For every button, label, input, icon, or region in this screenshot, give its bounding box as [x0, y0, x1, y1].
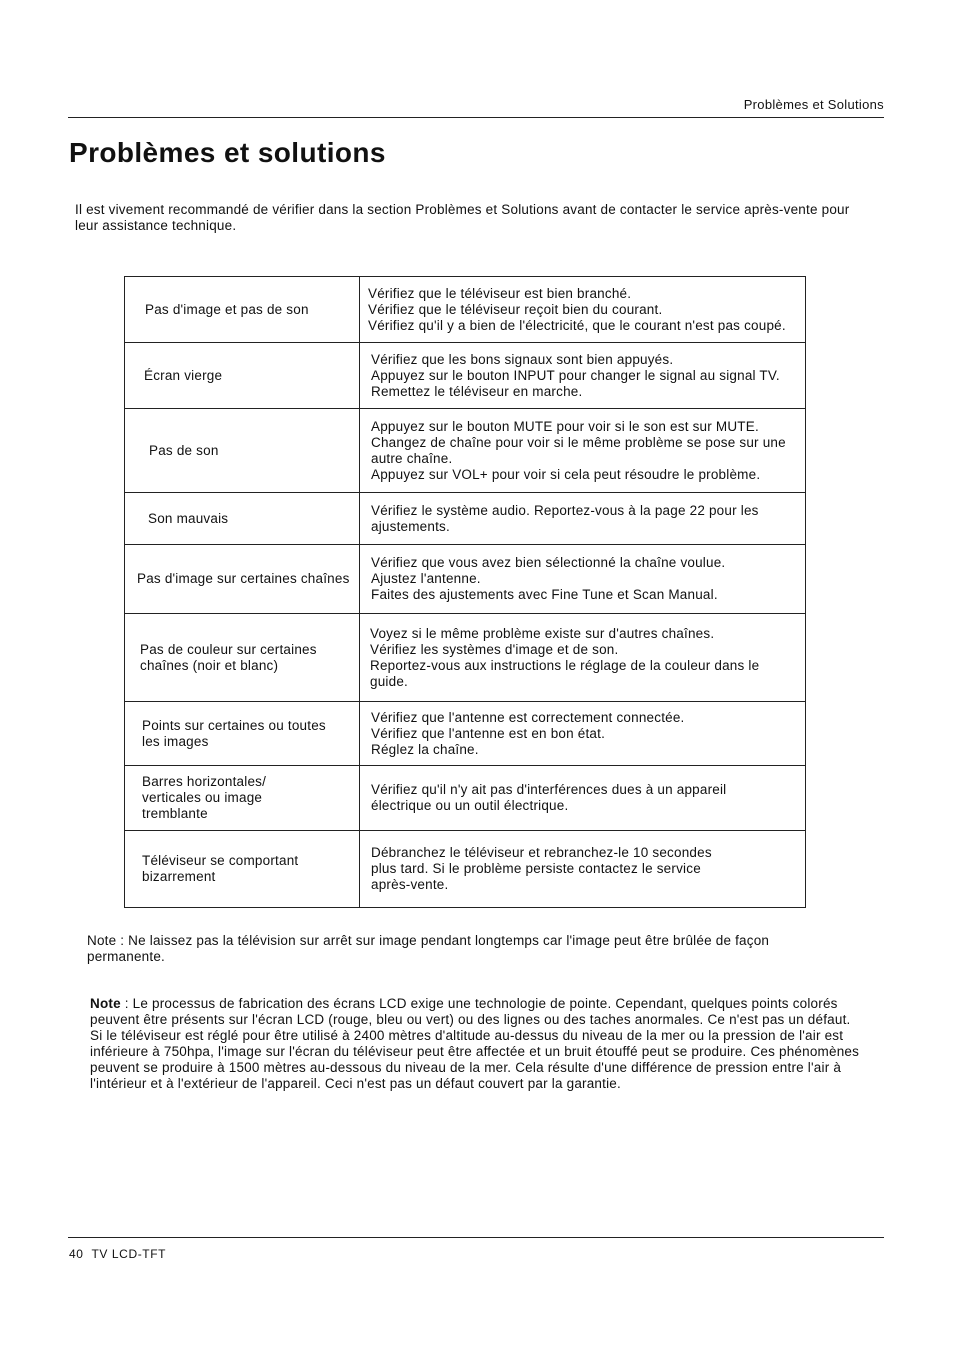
solution-line: Vérifiez que le téléviseur est bien branché.	[368, 285, 632, 301]
header-rule	[68, 117, 884, 118]
solution-line: Vérifiez que vous avez bien sélectionné la chaîne voulue.	[371, 555, 726, 570]
solution-line: Appuyez sur le bouton MUTE pour voir si le son est sur MUTE.	[371, 418, 759, 434]
problem-cell: Pas d'image sur certaines chaînes	[125, 545, 360, 614]
note-text: : Le processus de fabrication des écrans LCD exige une technologie de pointe. Cependant, quelques points colorés peuvent être présents sur l'écran LCD (rouge, bleu ou vert) ou des lignes ou des taches anormales. Ce n'est pas un défaut.	[90, 996, 851, 1027]
table-row	[125, 545, 806, 614]
problem-cell: Points sur certaines ou toutes les images	[125, 702, 360, 766]
table-row	[125, 614, 806, 702]
problem-cell: Pas de couleur sur certaines chaînes (noir et blanc)	[125, 614, 360, 702]
solution-cell	[360, 702, 806, 766]
problem-cell: Écran vierge	[125, 343, 360, 409]
solution-line: Appuyez sur le bouton INPUT pour changer le signal au signal TV.	[371, 367, 780, 383]
footer-rule	[68, 1237, 884, 1238]
solution-line: Changez de chaîne pour voir si le même problème se pose sur une autre chaîne.	[371, 434, 786, 466]
solution-cell	[360, 409, 806, 493]
table-row	[125, 409, 806, 493]
solution-cell	[360, 614, 806, 702]
solution-line: Vérifiez les systèmes d'image et de son.	[370, 641, 619, 657]
solution-line: Reportez-vous aux instructions le réglage de la couleur dans le guide.	[370, 657, 760, 689]
problem-cell: Son mauvais	[125, 493, 360, 545]
solution-cell	[360, 545, 806, 614]
burn-in-note: Note : Ne laissez pas la télévision sur arrêt sur image pendant longtemps car l'image peut être brûlée de façon permanente.	[87, 933, 770, 964]
solution-line: Vérifiez que l'antenne est correctement connectée.	[371, 709, 685, 725]
solution-line: Faites des ajustements avec Fine Tune et Scan Manual.	[371, 587, 718, 602]
lcd-note	[90, 996, 880, 1092]
troubleshooting-table	[124, 276, 806, 908]
solution-line: Réglez la chaîne.	[371, 741, 479, 757]
table-row	[125, 493, 806, 545]
problem-cell: Téléviseur se comportant bizarrement	[125, 831, 360, 908]
note-label: Note	[90, 996, 121, 1011]
solution-cell	[360, 343, 806, 409]
solution-cell	[360, 831, 806, 908]
running-head: Problèmes et Solutions	[743, 97, 884, 112]
problem-cell: Pas d'image et pas de son	[125, 277, 360, 343]
page-footer	[69, 1247, 166, 1261]
solution-line: Vérifiez que le téléviseur reçoit bien du courant.	[368, 301, 663, 317]
table-row	[125, 343, 806, 409]
table-row	[125, 277, 806, 343]
solution-line: Vérifiez que les bons signaux sont bien appuyés.	[371, 351, 674, 367]
product-name: TV LCD-TFT	[91, 1247, 167, 1261]
solution-cell	[360, 493, 806, 545]
solution-cell	[360, 766, 806, 831]
lcd-note-paragraph	[90, 996, 880, 1028]
solution-line: Remettez le téléviseur en marche.	[371, 383, 583, 399]
solution-line: Vérifiez qu'il y a bien de l'électricité, que le courant n'est pas coupé.	[368, 317, 786, 333]
table-row	[125, 702, 806, 766]
page-number: 40	[69, 1247, 84, 1261]
solution-line: Vérifiez que l'antenne est en bon état.	[371, 725, 606, 741]
problem-cell: Pas de son	[125, 409, 360, 493]
problem-cell: Barres horizontales/ verticales ou image tremblante	[125, 766, 360, 831]
solution-line: Appuyez sur VOL+ pour voir si cela peut résoudre le problème.	[371, 466, 761, 482]
solution-line: Vérifiez le système audio. Reportez-vous à la page 22 pour les ajustements.	[371, 502, 759, 534]
solution-line: Débranchez le téléviseur et rebranchez-le 10 secondes plus tard. Si le problème persiste contactez le service après-vente.	[371, 845, 712, 892]
intro-paragraph: Il est vivement recommandé de vérifier dans la section Problèmes et Solutions avant de contacter le service après-vente pour leur assistance technique.	[75, 202, 850, 233]
solution-line: Voyez si le même problème existe sur d'autres chaînes.	[370, 625, 715, 641]
solution-cell	[360, 277, 806, 343]
table-row	[125, 831, 806, 908]
solution-line: Ajustez l'antenne.	[371, 571, 481, 586]
altitude-paragraph: Si le téléviseur est réglé pour être utilisé à 2400 mètres d'altitude au-dessus du niveau de la mer ou la pression de l'air est inférieure à 750hpa, l'image sur l'écran du téléviseur peut être affectée et un bruit étouffé peut se produire. Ces phénomènes peuvent se produire à 1500 mètres au-dessous du niveau de la mer. Cela résulte d'une différence de pression entre l'air à l'intérieur et à l'extérieur de l'appareil. Ceci n'est pas un défaut couvert par la garantie.	[90, 1028, 860, 1091]
page-title: Problèmes et solutions	[69, 137, 386, 168]
solution-line: Vérifiez qu'il n'y ait pas d'interférences dues à un appareil électrique ou un outil électrique.	[371, 782, 727, 813]
table-row	[125, 766, 806, 831]
